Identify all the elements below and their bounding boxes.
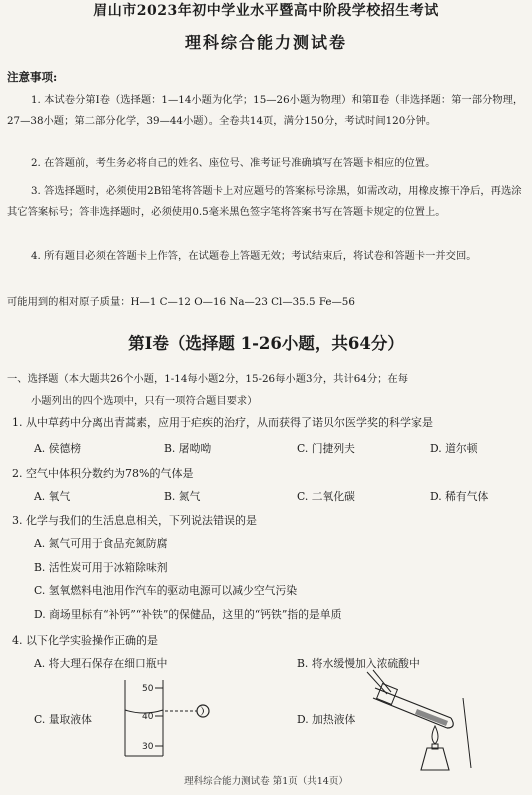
- tick-label: 30: [142, 742, 154, 752]
- option-d: D. 道尔顿: [430, 442, 478, 455]
- option-b: B. 活性炭可用于冰箱除味剂: [34, 561, 168, 574]
- option-a: A. 侯德榜: [34, 442, 82, 455]
- question-stem: 4. 以下化学实验操作正确的是: [12, 634, 158, 647]
- eye-icon: [199, 705, 204, 717]
- option-a: A. 氧气: [34, 490, 71, 503]
- note-item: 1. 本试卷分第Ⅰ卷（选择题：1—14小题为化学；15—26小题为物理）和第Ⅱ卷（非选择题：第一部分物理，27—38小题；第二部分化学，39—44小题）。全卷共14页，满分150分，考试时间120分钟。: [7, 94, 524, 127]
- atomic-masses: 可能用到的相对原子质量：H—1 C—12 O—16 Na—23 Cl—35.5 Fe—56: [7, 296, 355, 308]
- tick-label: 40: [142, 712, 154, 722]
- option-b: B. 屠呦呦: [164, 442, 212, 455]
- option-b: B. 氮气: [164, 490, 201, 503]
- note-item: 4. 所有题目必须在答题卡上作答，在试题卷上答题无效；考试结束后，将试卷和答题卡一并交回。: [31, 250, 477, 262]
- exam-title: 眉山市2023年初中学业水平暨高中阶段学校招生考试: [93, 3, 439, 19]
- option-a: A. 氮气可用于食品充氮防腐: [34, 537, 168, 550]
- section-intro: [7, 368, 529, 412]
- flame-icon: [432, 726, 438, 744]
- page-footer: 理科综合能力测试卷 第1页（共14页）: [184, 776, 348, 787]
- tick-label: 50: [142, 684, 154, 694]
- section-intro-tail: 小题列出的四个选项中，只有一项符合题目要求）: [31, 395, 258, 407]
- question-stem: 1. 从中草药中分离出青蒿素，应用于疟疾的治疗，从而获得了诺贝尔医学奖的科学家是: [12, 416, 433, 429]
- test-tube-heating-figure: [355, 668, 475, 772]
- option-c: C. 二氧化碳: [297, 490, 355, 503]
- test-tube-bottom: [447, 718, 453, 728]
- option-c: C. 量取液体: [34, 713, 92, 726]
- option-d: D. 加热液体: [297, 713, 356, 726]
- section-title: 第Ⅰ卷（选择题 1-26小题，共64分）: [128, 334, 404, 353]
- note-item: 3. 答选择题时，必须使用2B铅笔将答题卡上对应题号的答案标号涂黑，如需改动，用橡皮擦干净后，再选涂其它答案标号；答非选择题时，必须使用0.5毫米黑色签字笔将答案书写在答题卡规定的位置上。: [7, 185, 522, 218]
- question-stem: 3. 化学与我们的生活息息相关，下列说法错误的是: [12, 514, 257, 527]
- stand-rod: [463, 698, 471, 768]
- option-d: D. 稀有气体: [430, 490, 489, 503]
- note-item: 2. 在答题前，考生务必将自己的姓名、座位号、准考证号准确填写在答题卡相应的位置。: [31, 157, 436, 169]
- question-stem: 2. 空气中体积分数约为78%的气体是: [12, 467, 194, 480]
- option-b: B. 将水缓慢加入浓硫酸中: [297, 657, 420, 670]
- paper-subtitle: 理科综合能力测试卷: [184, 33, 347, 52]
- test-tube-lower-edge: [373, 698, 447, 728]
- notes-heading: 注意事项:: [7, 70, 58, 84]
- option-c: C. 氢氧燃料电池用作汽车的驱动电源可以减少空气污染: [34, 584, 298, 597]
- option-d: D. 商场里标有“补钙”“补铁”的保健品，这里的“钙铁”指的是单质: [34, 608, 342, 621]
- alcohol-lamp: [421, 748, 449, 770]
- option-c: C. 门捷列夫: [297, 442, 355, 455]
- graduated-cylinder-figure: [115, 678, 225, 758]
- section-intro-main: 一、选择题（本大题共26个小题，1-14每小题2分，15-26每小题3分，共计64分；在每: [7, 373, 409, 385]
- option-a: A. 将大理石保存在细口瓶中: [34, 657, 168, 670]
